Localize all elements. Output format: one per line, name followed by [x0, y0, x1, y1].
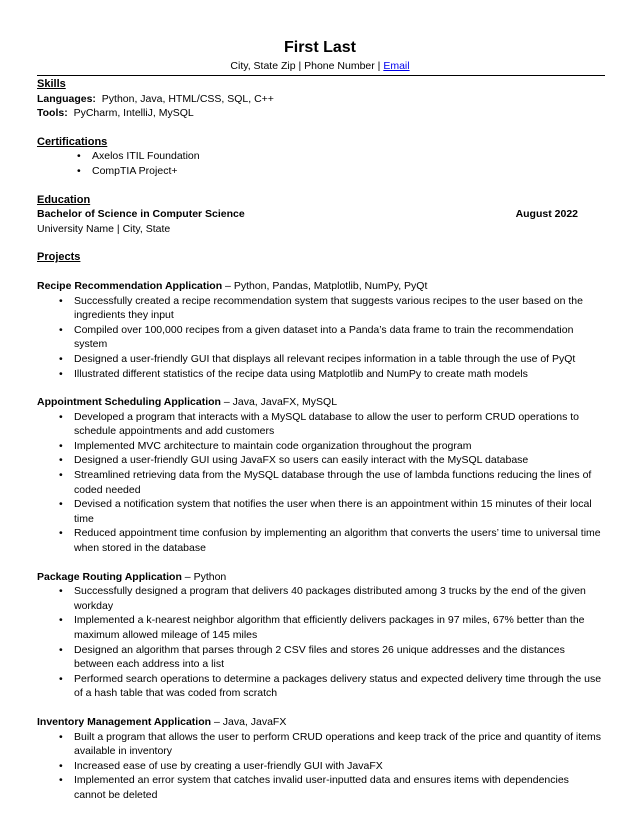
project-bullet: • Reduced appointment time confusion by implementing an algorithm that converts the users’ time to universal time when stored in the database [74, 526, 603, 555]
project-tech: – Python [181, 570, 227, 583]
projects-heading: Projects [37, 251, 81, 264]
graduation-date: August 2022 [515, 208, 578, 221]
project-heading [37, 570, 603, 585]
skills-heading: Skills [37, 78, 66, 90]
project-name: Package Routing Application [37, 570, 182, 583]
certifications-list [37, 149, 603, 178]
certifications-section [37, 135, 603, 179]
project-bullet: • Successfully designed a program that delivers 40 packages distributed among 3 trucks by the end of the given workday [74, 584, 603, 613]
tools-row [37, 106, 603, 121]
project-heading [37, 395, 603, 410]
project-bullet: • Designed a user-friendly GUI using JavaFX so users can easily interact with the MySQL database [74, 453, 603, 468]
project-tech: – Python, Pandas, Matplotlib, NumPy, PyQt [222, 279, 428, 292]
project-tech: – Java, JavaFX [211, 715, 287, 728]
header-divider [37, 75, 605, 76]
certifications-heading: Certifications [37, 135, 108, 148]
education-heading: Education [37, 193, 91, 206]
project-recipe [37, 279, 603, 381]
project-bullets [37, 294, 603, 382]
project-bullet: • Implemented a k-nearest neighbor algorithm that efficiently delivers packages in 97 miles, 67% better than the maximum allowed mileage of 145 miles [74, 613, 603, 642]
project-bullet: • Built a program that allows the user to perform CRUD operations and keep track of the price and quantity of items available in inventory [74, 730, 603, 759]
project-bullets [37, 410, 603, 556]
certification-item: • Axelos ITIL Foundation [92, 149, 603, 164]
project-bullet: • Designed an algorithm that parses through 2 CSV files and stores 26 unique addresses and the distances between each address into a list [74, 643, 603, 672]
project-bullet: • Designed a user-friendly GUI that displays all relevant recipes information in a table through the use of PyQt [74, 352, 603, 367]
degree-row [37, 207, 603, 222]
project-bullets [37, 730, 603, 803]
degree-title: Bachelor of Science in Computer Science [37, 208, 245, 221]
languages-value: Python, Java, HTML/CSS, SQL, C++ [101, 92, 274, 105]
project-package-routing [37, 570, 603, 701]
candidate-name: First Last [283, 39, 356, 56]
skills-section [37, 77, 603, 121]
certification-item: • CompTIA Project+ [92, 164, 603, 179]
project-tech: – Java, JavaFX, MySQL [220, 396, 338, 409]
project-bullets [37, 584, 603, 701]
project-bullet: • Successfully created a recipe recommendation system that suggests various recipes to the user based on the ingredients they input [74, 294, 603, 323]
project-heading [37, 715, 603, 730]
project-bullet: • Implemented an error system that catches invalid user-inputted data and ensures items with dependencies cannot be deleted [74, 773, 603, 802]
resume-body [37, 77, 603, 803]
tools-value: PyCharm, IntelliJ, MySQL [73, 107, 194, 120]
resume-header [0, 38, 640, 73]
education-section [37, 193, 603, 237]
project-name: Recipe Recommendation Application [37, 279, 223, 292]
tools-label: Tools: [37, 107, 68, 120]
email-link[interactable]: Email [383, 60, 410, 72]
project-bullet: • Streamlined retrieving data from the MySQL database through the use of lambda functions reducing the lines of coded needed [74, 468, 603, 497]
projects-section [37, 250, 603, 802]
languages-label: Languages: [37, 92, 96, 105]
project-bullet: • Developed a program that interacts with a MySQL database to allow the user to perform CRUD operations to schedule appointments and add customers [74, 410, 603, 439]
project-bullet: • Implemented MVC architecture to maintain code organization throughout the program [74, 439, 603, 454]
project-bullet: • Performed search operations to determine a packages delivery status and expected delivery time through the use of a hash table that was coded from scratch [74, 672, 603, 701]
project-inventory [37, 715, 603, 803]
languages-row [37, 92, 603, 107]
contact-line [0, 59, 640, 73]
project-name: Inventory Management Application [37, 715, 212, 728]
contact-info: City, State Zip | Phone Number | [230, 60, 384, 72]
project-bullet: • Devised a notification system that notifies the user when there is an appointment within 15 minutes of their local time [74, 497, 603, 526]
project-heading [37, 279, 603, 294]
project-bullet: • Compiled over 100,000 recipes from a given dataset into a Panda’s data frame to train the recommendation system [74, 323, 603, 352]
project-appointment [37, 395, 603, 556]
school-line: University Name | City, State [37, 222, 171, 235]
project-name: Appointment Scheduling Application [37, 396, 221, 409]
project-bullet: • Increased ease of use by creating a user-friendly GUI with JavaFX [74, 759, 603, 774]
project-bullet: • Illustrated different statistics of the recipe data using Matplotlib and NumPy to create math models [74, 367, 603, 382]
